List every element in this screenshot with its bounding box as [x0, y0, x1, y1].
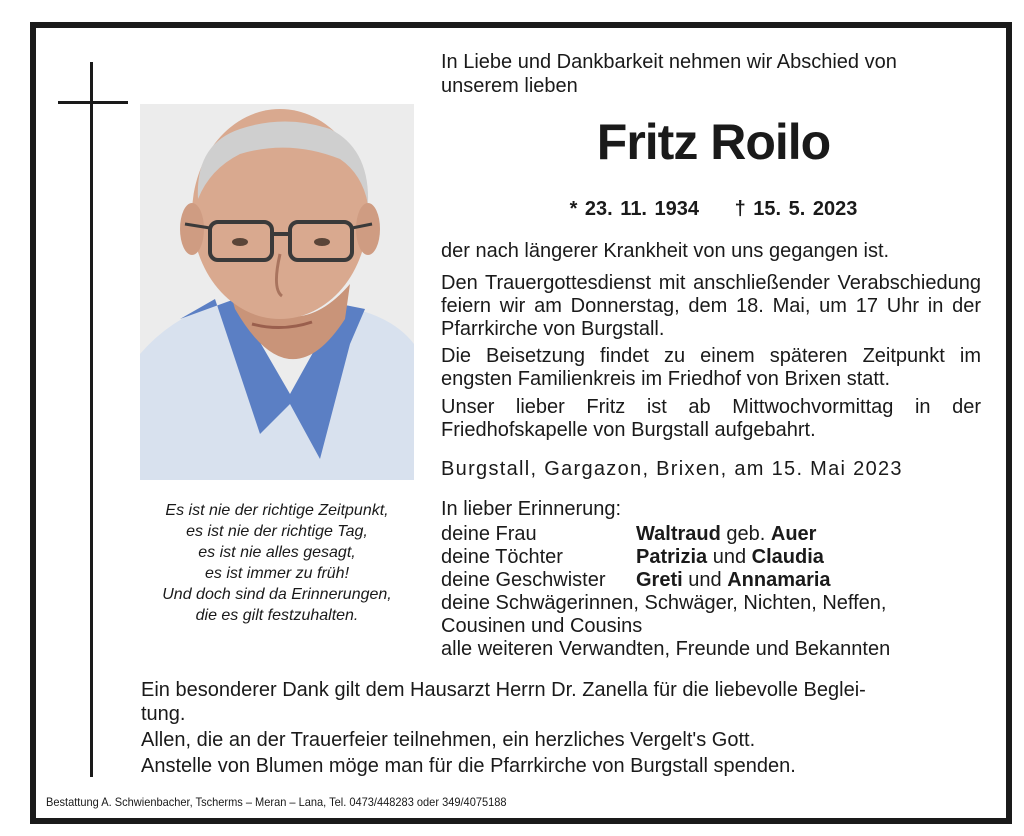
connector: und: [688, 569, 722, 591]
mourner-row-cousins: Cousinen und Cousins: [441, 615, 643, 637]
poem-line: die es gilt festzuhalten.: [195, 607, 359, 624]
poem-line: es ist immer zu früh!: [204, 565, 350, 582]
mourner-name: Patrizia: [636, 546, 708, 568]
passing-text: der nach längerer Krankheit von uns gegangen ist.: [441, 240, 890, 262]
cross-icon-horizontal: [58, 101, 128, 104]
burial-text: Die Beisetzung findet zu einem späteren Zeitpunkt im engsten Familienkreis im Friedhof von Brixen statt.: [441, 345, 981, 390]
portrait-illustration: [140, 104, 414, 480]
viewing-text: Unser lieber Fritz ist ab Mittwochvormittag in der Friedhofskapelle von Burgstall aufgebahrt.: [441, 396, 981, 441]
mourner-row-siblings: [441, 569, 831, 592]
deceased-name: Fritz Roilo: [596, 114, 831, 170]
mourner-row-others: alle weiteren Verwandten, Freunde und Bekannten: [441, 638, 891, 660]
mourner-row-inlaws: deine Schwägerinnen, Schwäger, Nichten, Neffen,: [441, 592, 887, 614]
service-text: Den Trauergottesdienst mit anschließender Verabschiedung feiern wir am Donnerstag, dem 18. Mai, um 17 Uhr in der Pfarrkirche von Burgstall.: [441, 272, 981, 340]
cross-icon-vertical: [90, 62, 93, 777]
mourner-name: Annamaria: [727, 569, 831, 591]
portrait-photo: [140, 104, 414, 480]
mourner-name: Waltraud: [636, 523, 721, 545]
thanks-doctor: [141, 678, 986, 726]
mourner-name: Auer: [770, 523, 817, 545]
funeral-home-footer: Bestattung A. Schwienbacher, Tscherms – Meran – Lana, Tel. 0473/448283 oder 349/4075188: [46, 795, 507, 809]
place-date: Burgstall, Gargazon, Brixen, am 15. Mai 2023: [441, 458, 903, 480]
mourner-row-wife: [441, 523, 816, 546]
relation-label: deine Frau: [441, 523, 537, 545]
connector: und: [712, 546, 747, 568]
intro-line-1: In Liebe und Dankbarkeit nehmen wir Abschied von: [441, 51, 897, 73]
donation-note: Anstelle von Blumen möge man für die Pfarrkirche von Burgstall spenden.: [141, 755, 796, 777]
thanks-doctor-line-2: tung.: [141, 703, 186, 725]
mourner-name: Claudia: [751, 546, 824, 568]
intro-text: [441, 50, 986, 98]
life-dates: [441, 196, 986, 222]
poem: [130, 500, 424, 626]
birth-date: * 23. 11. 1934: [569, 198, 700, 220]
death-date: † 15. 5. 2023: [734, 198, 858, 220]
poem-line: es ist nie alles gesagt,: [198, 544, 356, 561]
thanks-attendees: Allen, die an der Trauerfeier teilnehmen, ein herzliches Vergelt's Gott.: [141, 729, 756, 751]
memory-heading: In lieber Erinnerung:: [441, 498, 622, 520]
connector: geb.: [726, 523, 766, 545]
poem-line: es ist nie der richtige Tag,: [186, 523, 368, 540]
relation-label: deine Töchter: [441, 546, 563, 568]
mourner-name: Greti: [636, 569, 683, 591]
relation-label: deine Geschwister: [441, 569, 606, 591]
thanks-doctor-line-1: Ein besonderer Dank gilt dem Hausarzt Herrn Dr. Zanella für die liebevolle Beglei-: [141, 679, 866, 701]
poem-line: Und doch sind da Erinnerungen,: [162, 586, 392, 603]
mourner-row-daughters: [441, 546, 824, 569]
intro-line-2: unserem lieben: [441, 75, 578, 97]
poem-line: Es ist nie der richtige Zeitpunkt,: [165, 502, 389, 519]
